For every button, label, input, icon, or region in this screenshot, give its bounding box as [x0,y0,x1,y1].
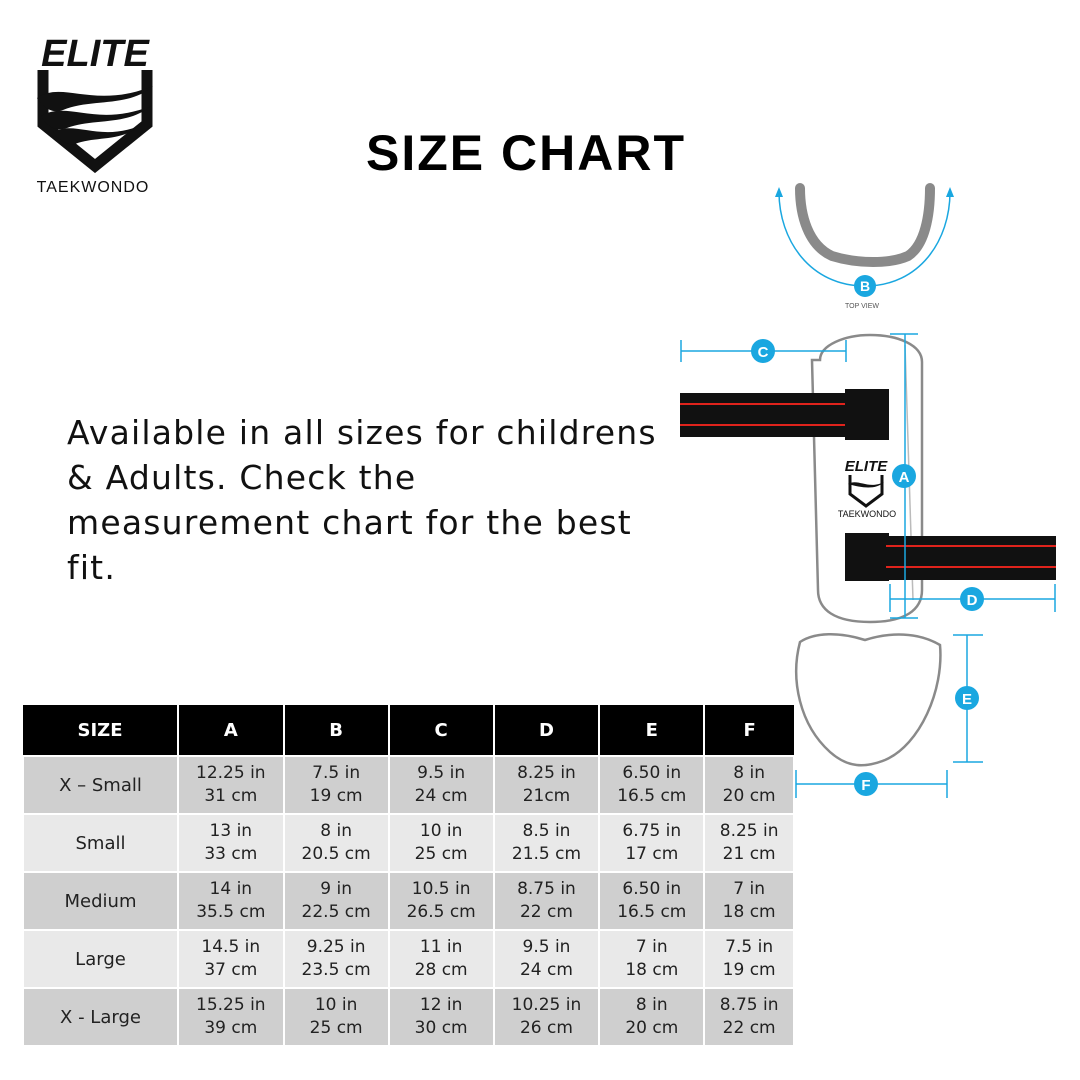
table-cell: 8 in 20.5 cm [284,814,389,872]
table-cell: 14 in 35.5 cm [178,872,284,930]
header-b: B [284,705,389,756]
table-cell: 8 in 20 cm [599,988,704,1046]
guard-front-view [680,335,1056,622]
table-cell: 11 in 28 cm [389,930,494,988]
size-table [22,705,795,1047]
table-cell: 12 in 30 cm [389,988,494,1046]
top-view-label: TOP VIEW [845,303,879,310]
table-cell: 8.75 in 22 cm [704,988,794,1046]
table-cell: 6.50 in 16.5 cm [599,756,704,814]
table-row [23,872,794,930]
table-cell: 7.5 in 19 cm [284,756,389,814]
header-f: F [704,705,794,756]
logo-wordmark: ELITE [41,33,149,75]
logo-subtitle: TAEKWONDO [36,179,150,196]
svg-text:D: D [966,592,978,609]
size-label: Large [23,930,178,988]
table-cell: 9.5 in 24 cm [494,930,600,988]
svg-text:A: A [898,469,910,486]
table-header-row [23,705,794,756]
table-row [23,988,794,1046]
dimension-e [953,635,983,762]
table-cell: 8.5 in 21.5 cm [494,814,600,872]
size-label: Medium [23,872,178,930]
description-text: Available in all sizes for childrens & Adults. Check the measurement chart for the best fit. [67,413,657,587]
table-cell: 8.75 in 22 cm [494,872,600,930]
table-cell: 10.25 in 26 cm [494,988,600,1046]
foot-protector [796,634,940,765]
size-label: Small [23,814,178,872]
table-row [23,756,794,814]
table-cell: 9.25 in 23.5 cm [284,930,389,988]
product-logo-subtitle: TAEKWONDO [837,509,897,519]
header-size: SIZE [23,705,178,756]
header-c: C [389,705,494,756]
table-cell: 10.5 in 26.5 cm [389,872,494,930]
table-cell: 8.25 in 21 cm [704,814,794,872]
page-title: SIZE CHART [366,125,686,181]
table-cell: 8 in 20 cm [704,756,794,814]
table-cell: 9 in 22.5 cm [284,872,389,930]
table-cell: 9.5 in 24 cm [389,756,494,814]
table-row [23,930,794,988]
table-cell: 14.5 in 37 cm [178,930,284,988]
product-logo-wordmark: ELITE [844,458,888,475]
table-cell: 15.25 in 39 cm [178,988,284,1046]
size-label: X – Small [23,756,178,814]
table-cell: 10 in 25 cm [389,814,494,872]
svg-text:F: F [861,777,871,794]
table-cell: 13 in 33 cm [178,814,284,872]
size-label: X - Large [23,988,178,1046]
header-a: A [178,705,284,756]
svg-text:B: B [859,278,871,294]
table-cell: 6.50 in 16.5 cm [599,872,704,930]
top-view [775,187,954,310]
table-cell: 10 in 25 cm [284,988,389,1046]
svg-text:C: C [757,344,769,361]
table-cell: 8.25 in 21cm [494,756,600,814]
svg-text:E: E [961,691,973,708]
table-row [23,814,794,872]
table-cell: 12.25 in 31 cm [178,756,284,814]
header-e: E [599,705,704,756]
table-cell: 6.75 in 17 cm [599,814,704,872]
table-cell: 7 in 18 cm [704,872,794,930]
dimension-f [796,770,947,798]
table-cell: 7.5 in 19 cm [704,930,794,988]
header-d: D [494,705,600,756]
table-cell: 7 in 18 cm [599,930,704,988]
